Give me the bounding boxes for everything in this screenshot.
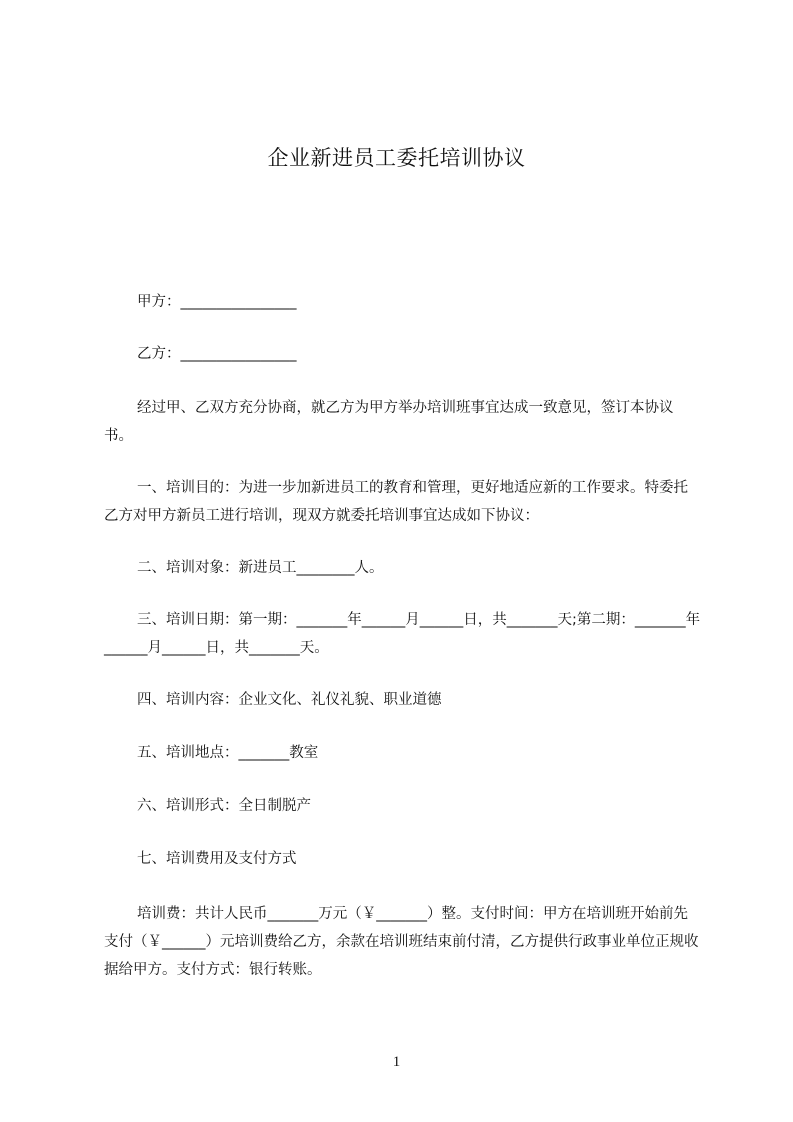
- party-a-line: 甲方：________________: [137, 294, 297, 310]
- clause-trainees: 二、培训对象：新进员工________人。: [137, 560, 384, 576]
- party-b-line: 乙方：________________: [137, 346, 297, 362]
- clause-fees-heading: 七、培训费用及支付方式: [137, 851, 297, 867]
- clause-purpose: 一、培训目的：为进一步加新进员工的教育和管理，更好地适应新的工作要求。特委托乙方对甲方新员工进行培训，现双方就委托培训事宜达成如下协议：: [104, 480, 688, 524]
- clause-dates: 三、培训日期：第一期：_______年______月______日，共_______天;第二期：_______年______月______日，共_______天。: [104, 612, 701, 656]
- preamble-paragraph: 经过甲、乙双方充分协商，就乙方为甲方举办培训班事宜达成一致意见，签订本协议书。: [104, 400, 674, 444]
- clause-format: 六、培训形式：全日制脱产: [137, 798, 311, 814]
- document-title: 企业新进员工委托培训协议: [267, 146, 526, 170]
- clause-location: 五、培训地点：_______教室: [137, 745, 319, 761]
- clause-content: 四、培训内容：企业文化、礼仪礼貌、职业道德: [137, 692, 442, 708]
- page-number: 1: [392, 1054, 401, 1070]
- fee-paragraph: 培训费：共计人民币_______万元（￥_______）整。支付时间：甲方在培训班开始前先支付（￥______）元培训费给乙方，余款在培训班结束前付清，乙方提供行政事业单位正规收据给甲方。支付方式：银行转账。: [104, 906, 699, 978]
